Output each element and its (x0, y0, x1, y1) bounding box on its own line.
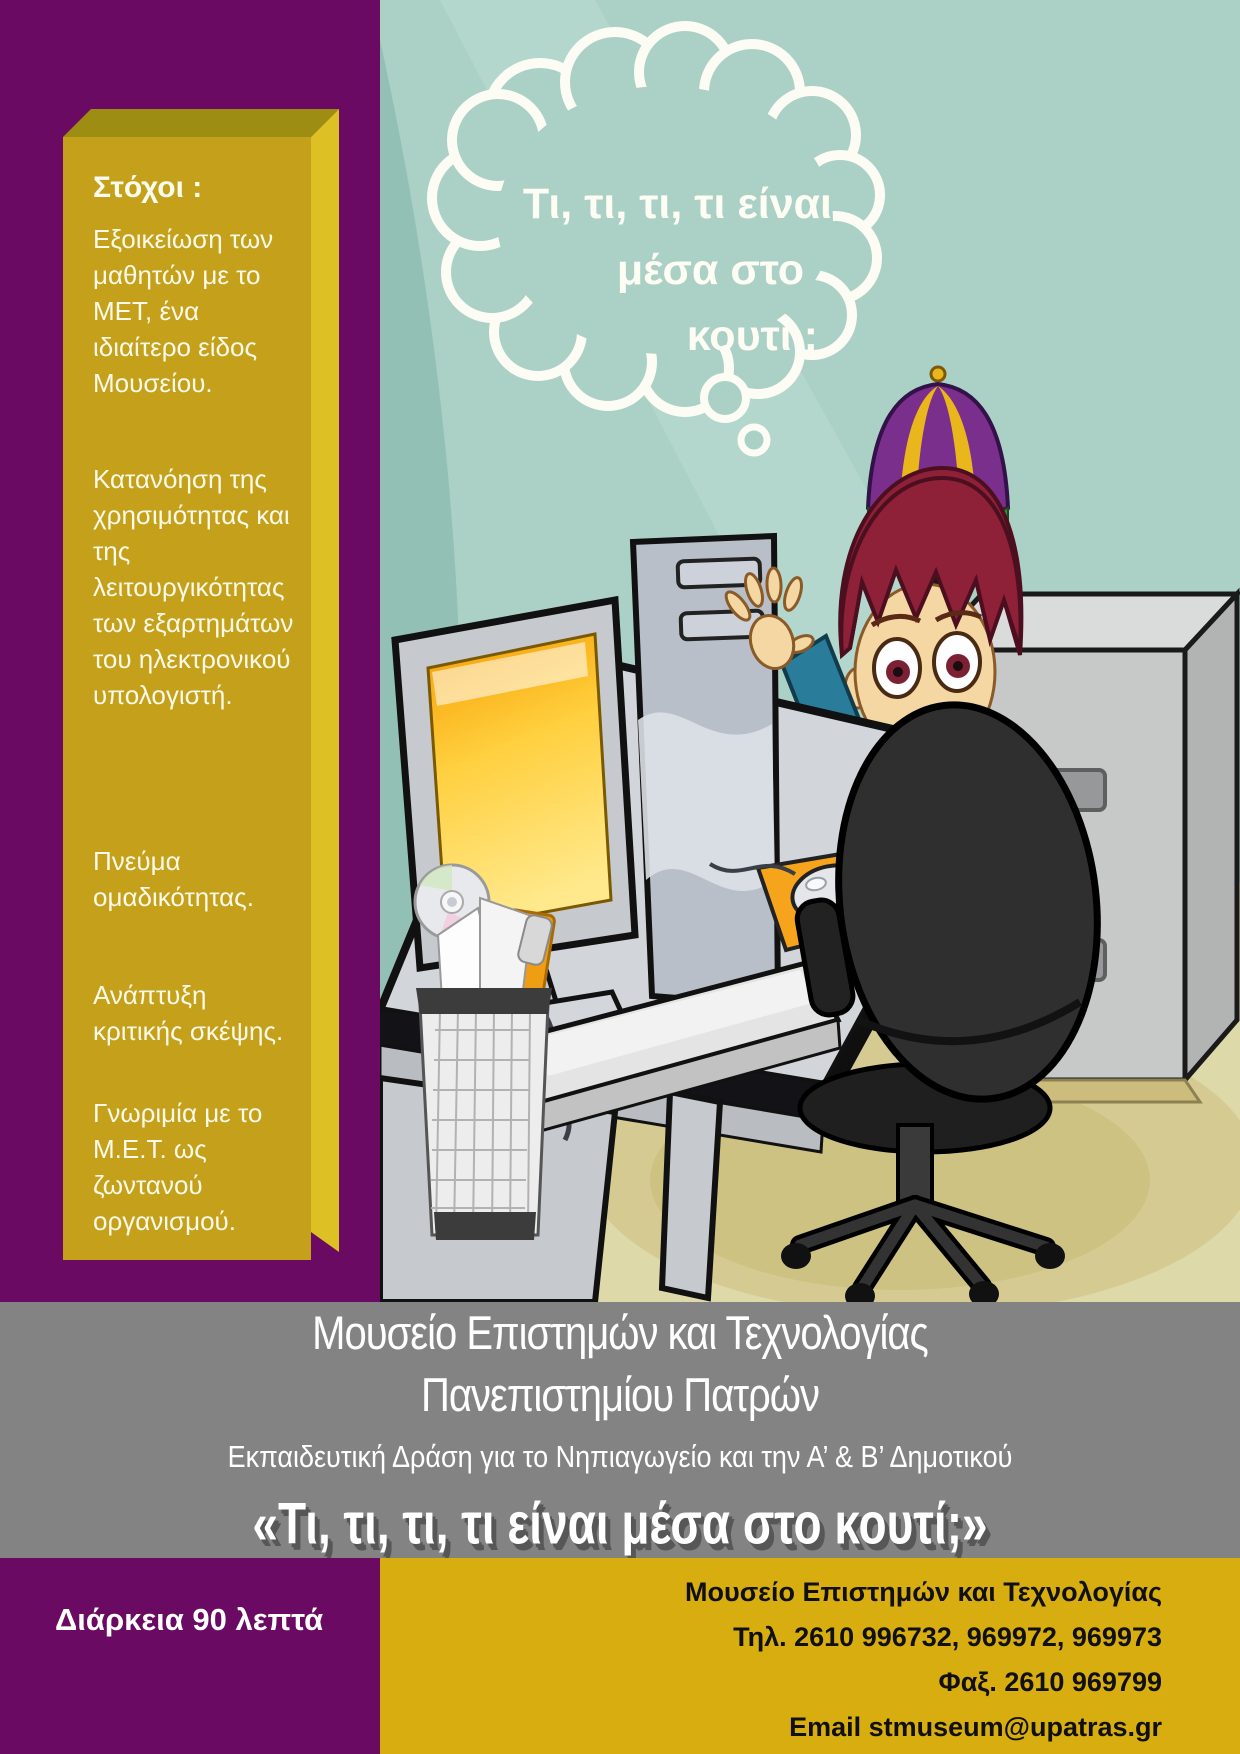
chair-cylinder (898, 1125, 932, 1203)
goal-item: Πνεύμα ομαδικότητας. (93, 846, 254, 912)
goal-item: Ανάπτυξη κριτικής σκέψης. (93, 980, 284, 1046)
duration-text: Διάρκεια 90 λεπτά (55, 1602, 324, 1637)
bubble-line-1: Τι, τι, τι, τι είναι (522, 180, 832, 228)
banner-subtitle: Εκπαιδευτική Δράση για το Νηπιαγωγείο και την Α’ & Β’ Δημοτικού (227, 1440, 1013, 1474)
banner (0, 1302, 1240, 1558)
goal-item: Γνωριμία με το Μ.Ε.Τ. ως ζωντανού οργανισμού. (93, 1098, 263, 1236)
desk-right-leg (662, 1092, 720, 1298)
banner-title-line1: Μουσείο Επιστημών και Τεχνολογίας (312, 1307, 928, 1360)
goals-box (63, 137, 311, 1260)
bubble-tail-small (741, 427, 767, 453)
bubble-tail-large (704, 377, 746, 419)
footer-duration-block (0, 1558, 380, 1754)
caster (1035, 1243, 1065, 1269)
bubble-line-2: μέσα στο (616, 246, 804, 294)
contact-info (380, 1558, 1240, 1750)
contact-name: Μουσείο Επιστημών και Τεχνολογίας (685, 1577, 1162, 1607)
banner-title-line2: Πανεπιστημίου Πατρών (420, 1369, 820, 1422)
bubble-line-3: κουτί ; (686, 312, 818, 360)
scene-illustration (380, 0, 1240, 1302)
basket-rim (416, 988, 552, 1014)
contact-fax: Φαξ. 2610 969799 (938, 1667, 1162, 1697)
goals-box-side-face (311, 109, 339, 1252)
contact-email: Email stmuseum@upatras.gr (789, 1712, 1162, 1742)
basket-base (434, 1212, 536, 1240)
goal-item: Κατανόηση της χρησιμότητας και της λειτουργικότητας των εξαρτημάτων του ηλεκτρονικού υπολογιστή. (93, 464, 294, 710)
goals-box-top-face (63, 109, 339, 137)
goals-title: Στόχοι : (93, 171, 203, 204)
sidebar (0, 0, 380, 1302)
banner-headline: «Τι, τι, τι, τι είναι μέσα στο κουτί;» (252, 1489, 988, 1557)
caster (781, 1243, 811, 1269)
goal-item: Εξοικείωση των μαθητών με το ΜΕΤ, ένα ιδιαίτερο είδος Μουσείου. (93, 224, 274, 398)
contact-phone: Τηλ. 2610 996732, 969972, 969973 (733, 1622, 1162, 1652)
footer-contact-block (380, 1558, 1240, 1754)
